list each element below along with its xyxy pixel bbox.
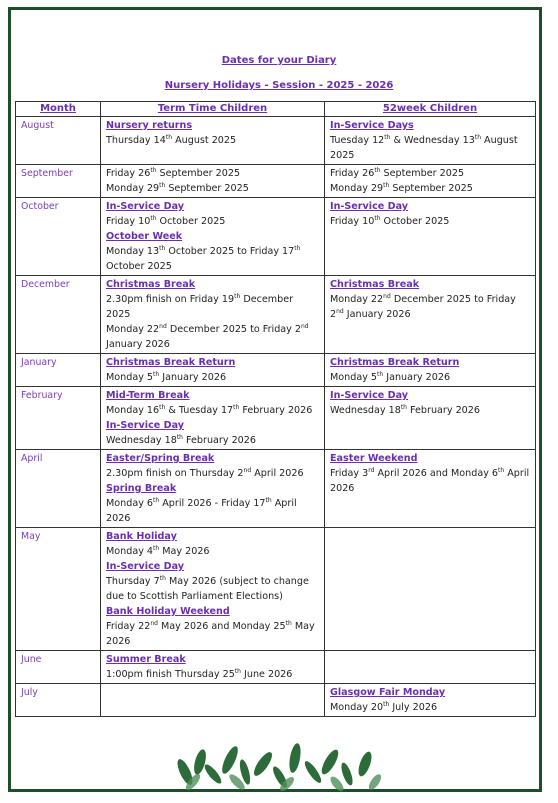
cell-text: Thursday 14th August 2025 <box>106 133 237 146</box>
cell-heading: In-Service Day <box>330 390 409 401</box>
cell-text: Monday 6th April 2026 - Friday 17th April 2026 <box>106 496 297 524</box>
cell-heading: In-Service Day <box>106 561 185 572</box>
cell-heading: Nursery returns <box>106 120 193 131</box>
term-time-cell <box>101 387 325 450</box>
cell-text: Monday 22nd December 2025 to Friday 2nd January 2026 <box>330 292 516 320</box>
cell-heading: Mid-Term Break <box>106 390 190 401</box>
month-cell: August <box>16 117 101 165</box>
month-cell: April <box>16 450 101 528</box>
cell-text: Monday 13th October 2025 to Friday 17th October 2025 <box>106 244 301 272</box>
cell-text: Friday 26th September 2025 <box>106 166 241 179</box>
week52-cell <box>325 354 536 387</box>
term-time-cell <box>101 528 325 651</box>
table-row <box>16 165 536 198</box>
table-row <box>16 450 536 528</box>
cell-text: Monday 16th & Tuesday 17th February 2026 <box>106 403 313 416</box>
month-cell: June <box>16 651 101 684</box>
term-time-cell <box>101 198 325 276</box>
week52-cell <box>325 651 536 684</box>
cell-heading: Christmas Break <box>106 279 196 290</box>
cell-text: Tuesday 12th & Wednesday 13th August 2025 <box>330 133 518 161</box>
term-time-cell <box>101 450 325 528</box>
leaves-illustration-icon <box>165 722 390 792</box>
cell-text: Monday 4th May 2026 <box>106 544 210 557</box>
cell-heading: Glasgow Fair Monday <box>330 687 446 698</box>
header-52week: 52week Children <box>325 102 536 117</box>
header-term-time: Term Time Children <box>101 102 325 117</box>
cell-text: Monday 20th July 2026 <box>330 700 438 713</box>
cell-heading: In-Service Day <box>106 420 185 431</box>
cell-heading: Christmas Break Return <box>106 357 236 368</box>
header-month: Month <box>16 102 101 117</box>
week52-cell <box>325 450 536 528</box>
cell-text: Monday 22nd December 2025 to Friday 2nd January 2026 <box>106 322 309 350</box>
cell-text: Monday 5th January 2026 <box>330 370 451 383</box>
cell-heading: In-Service Days <box>330 120 414 131</box>
table-row <box>16 387 536 450</box>
week52-cell <box>325 387 536 450</box>
cell-text: Wednesday 18th February 2026 <box>330 403 480 416</box>
cell-text: Friday 26th September 2025 <box>330 166 465 179</box>
cell-text: Friday 10th October 2025 <box>330 214 450 227</box>
page-title: Dates for your Diary <box>221 55 337 66</box>
cell-text: Monday 29th September 2025 <box>330 181 473 194</box>
cell-text: 1:00pm finish Thursday 25th June 2026 <box>106 667 293 680</box>
month-cell: October <box>16 198 101 276</box>
cell-text: Friday 10th October 2025 <box>106 214 226 227</box>
cell-heading: Easter Weekend <box>330 453 418 464</box>
week52-cell <box>325 117 536 165</box>
table-row <box>16 528 536 651</box>
cell-text: Monday 29th September 2025 <box>106 181 249 194</box>
term-time-cell <box>101 165 325 198</box>
cell-text: Friday 22nd May 2026 and Monday 25th May 2026 <box>106 619 315 647</box>
cell-text: Friday 3rd April 2026 and Monday 6th April 2026 <box>330 466 530 494</box>
month-cell: May <box>16 528 101 651</box>
page-subtitle: Nursery Holidays - Session - 2025 - 2026 <box>164 80 394 91</box>
cell-text: Thursday 7th May 2026 (subject to change due to Scottish Parliament Elections) <box>106 574 309 602</box>
cell-text: 2.30pm finish on Friday 19th December 2025 <box>106 292 294 320</box>
cell-text: 2.30pm finish on Thursday 2nd April 2026 <box>106 466 304 479</box>
week52-cell <box>325 684 536 717</box>
cell-heading: Bank Holiday <box>106 531 177 542</box>
month-cell: September <box>16 165 101 198</box>
holiday-table <box>15 101 536 717</box>
week52-cell <box>325 276 536 354</box>
cell-heading: Christmas Break Return <box>330 357 460 368</box>
month-cell: July <box>16 684 101 717</box>
table-row <box>16 651 536 684</box>
table-row <box>16 198 536 276</box>
cell-text: Wednesday 18th February 2026 <box>106 433 256 446</box>
term-time-cell <box>101 354 325 387</box>
cell-heading: Christmas Break <box>330 279 420 290</box>
week52-cell <box>325 528 536 651</box>
cell-heading: Spring Break <box>106 483 177 494</box>
cell-heading: In-Service Day <box>330 201 409 212</box>
week52-cell <box>325 198 536 276</box>
table-row <box>16 117 536 165</box>
term-time-cell <box>101 651 325 684</box>
month-cell: December <box>16 276 101 354</box>
cell-heading: October Week <box>106 231 183 242</box>
term-time-cell <box>101 117 325 165</box>
cell-heading: Summer Break <box>106 654 186 665</box>
month-cell: February <box>16 387 101 450</box>
cell-heading: Bank Holiday Weekend <box>106 606 230 617</box>
week52-cell <box>325 165 536 198</box>
cell-heading: Easter/Spring Break <box>106 453 215 464</box>
term-time-cell <box>101 276 325 354</box>
month-cell: January <box>16 354 101 387</box>
table-row <box>16 354 536 387</box>
table-header-row <box>16 102 536 117</box>
cell-text: Monday 5th January 2026 <box>106 370 227 383</box>
term-time-cell <box>101 684 325 717</box>
table-row <box>16 276 536 354</box>
cell-heading: In-Service Day <box>106 201 185 212</box>
table-row <box>16 684 536 717</box>
